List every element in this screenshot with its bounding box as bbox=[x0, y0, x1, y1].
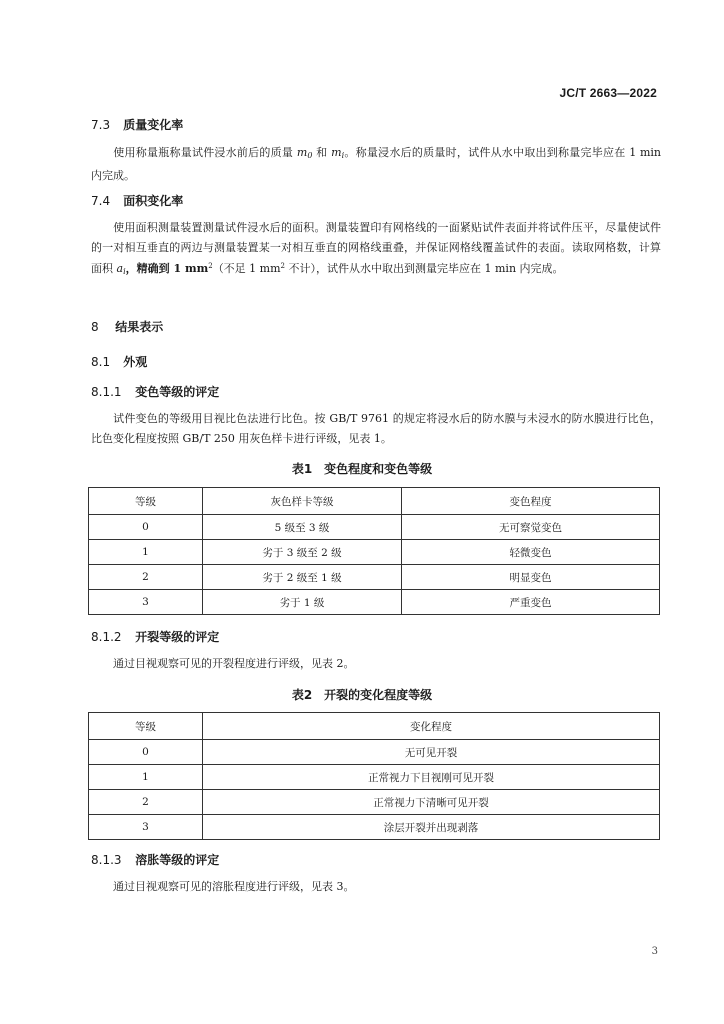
table-cell: 劣于 1 级 bbox=[203, 590, 402, 615]
table-header-cell: 等级 bbox=[89, 713, 203, 740]
section-number: 8.1.2 bbox=[91, 630, 122, 644]
table-1 bbox=[88, 487, 660, 615]
table-cell: 1 bbox=[89, 540, 203, 565]
table-cell: 劣于 3 级至 2 级 bbox=[203, 540, 402, 565]
table-cell: 无可察觉变色 bbox=[402, 515, 660, 540]
symbol-m: m bbox=[331, 146, 342, 159]
text: 通过目视观察可见的溶胀程度进行评级，见表 3。 bbox=[113, 880, 355, 893]
table-header-cell: 变色程度 bbox=[402, 488, 660, 515]
section-title: 外观 bbox=[123, 355, 148, 369]
text: 通过目视观察可见的开裂程度进行评级，见表 2。 bbox=[113, 657, 355, 670]
subscript: 0 bbox=[307, 151, 313, 160]
text: 和 bbox=[312, 146, 332, 159]
table-cell: 无可见开裂 bbox=[203, 740, 660, 765]
paragraph-8-1-3 bbox=[91, 877, 661, 897]
section-title: 变色等级的评定 bbox=[135, 385, 220, 399]
paragraph-7-4 bbox=[91, 218, 661, 282]
table-row bbox=[89, 590, 660, 615]
text: 使用称量瓶称量试件浸水前后的质量 bbox=[113, 146, 297, 159]
table-row bbox=[89, 515, 660, 540]
text: 。称量浸水后的质量时，试件从水中取出到称量完毕应在 1 min 内完成。 bbox=[91, 146, 662, 182]
page-number: 3 bbox=[651, 946, 658, 957]
superscript: 2 bbox=[208, 262, 213, 270]
subscript: i bbox=[123, 267, 126, 276]
table-cell: 劣于 2 级至 1 级 bbox=[203, 565, 402, 590]
table-cell: 5 级至 3 级 bbox=[203, 515, 402, 540]
section-heading-7-4 bbox=[91, 192, 183, 209]
section-number: 8.1.3 bbox=[91, 853, 122, 867]
section-heading-8-1 bbox=[91, 353, 147, 370]
table-2-title: 表2 开裂的变化程度等级 bbox=[291, 688, 433, 702]
table-cell: 1 bbox=[89, 765, 203, 790]
section-number: 8 bbox=[91, 320, 99, 334]
table-cell: 0 bbox=[89, 515, 203, 540]
section-title: 质量变化率 bbox=[123, 118, 184, 132]
symbol-a: a bbox=[116, 262, 124, 275]
paragraph-8-1-1 bbox=[91, 409, 661, 448]
section-heading-8 bbox=[91, 318, 163, 335]
table-2 bbox=[88, 712, 660, 840]
text: 试件变色的等级用目视比色法进行比色。按 GB/T 9761 的规定将浸水后的防水膜与未浸水的防水膜进行比色，比色变化程度按照 GB/T 250 用灰色样卡进行评级，见表 1。 bbox=[91, 412, 661, 445]
table-row bbox=[89, 790, 660, 815]
section-title: 结果表示 bbox=[115, 320, 164, 334]
symbol-m: m bbox=[296, 146, 308, 159]
table-cell: 0 bbox=[89, 740, 203, 765]
text: （不足 1 mm bbox=[212, 262, 281, 275]
table-header-cell: 等级 bbox=[89, 488, 203, 515]
table-row bbox=[89, 565, 660, 590]
table-row bbox=[89, 765, 660, 790]
table-cell: 正常视力下清晰可见开裂 bbox=[203, 790, 660, 815]
table-cell: 正常视力下目视刚可见开裂 bbox=[203, 765, 660, 790]
text: ，精确到 1 mm bbox=[125, 262, 209, 275]
table-header-cell: 变化程度 bbox=[203, 713, 660, 740]
table-cell: 明显变色 bbox=[402, 565, 660, 590]
subscript: i bbox=[341, 151, 345, 160]
section-heading-8-1-1 bbox=[91, 383, 219, 400]
table-row bbox=[89, 740, 660, 765]
table-cell: 轻微变色 bbox=[402, 540, 660, 565]
table-cell: 3 bbox=[89, 815, 203, 840]
section-number: 8.1 bbox=[91, 355, 111, 369]
section-number: 8.1.1 bbox=[91, 385, 122, 399]
table-row bbox=[89, 540, 660, 565]
table-cell: 涂层开裂并出现剥落 bbox=[203, 815, 660, 840]
table-1-title: 表1 变色程度和变色等级 bbox=[291, 462, 433, 476]
paragraph-7-3 bbox=[91, 143, 661, 185]
section-title: 开裂等级的评定 bbox=[135, 630, 220, 644]
text: 不计），试件从水中取出到测量完毕应在 1 min 内完成。 bbox=[285, 262, 564, 275]
text: 使用面积测量装置测量试件浸水后的面积。测量装置印有网格线的一面紧贴试件表面并将试件压平，尽量使试件的一对相互垂直的两边与测量装置某一对相互垂直的网格线重叠，并保证网格线覆盖试件的表面。读取网格数，计算面积 bbox=[91, 221, 661, 275]
paragraph-8-1-2 bbox=[91, 654, 661, 674]
table-cell: 2 bbox=[89, 565, 203, 590]
table-cell: 2 bbox=[89, 790, 203, 815]
section-heading-8-1-2 bbox=[91, 628, 219, 645]
section-number: 7.4 bbox=[91, 194, 111, 208]
section-heading-8-1-3 bbox=[91, 851, 219, 868]
section-title: 溶胀等级的评定 bbox=[135, 853, 220, 867]
standard-code: JC/T 2663—2022 bbox=[559, 86, 657, 100]
table-cell: 3 bbox=[89, 590, 203, 615]
section-title: 面积变化率 bbox=[123, 194, 184, 208]
section-number: 7.3 bbox=[91, 118, 111, 132]
table-header-row bbox=[89, 713, 660, 740]
table-header-row bbox=[89, 488, 660, 515]
table-row bbox=[89, 815, 660, 840]
table-header-cell: 灰色样卡等级 bbox=[203, 488, 402, 515]
section-heading-7-3 bbox=[91, 116, 183, 133]
table-cell: 严重变色 bbox=[402, 590, 660, 615]
superscript: 2 bbox=[280, 262, 286, 270]
